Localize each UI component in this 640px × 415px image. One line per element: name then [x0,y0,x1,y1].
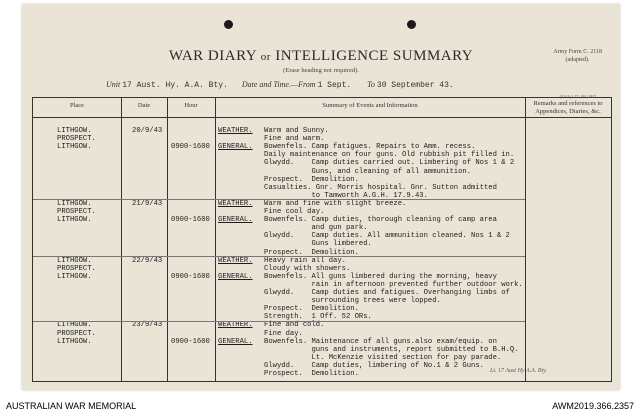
entry-place: LITHGOW. [57,272,92,281]
entry-text: Warm and Sunny. [264,127,329,135]
column-divider [525,98,526,381]
entry-text: Casualties. Gnr. Morris hospital. Gnr. Sutton admitted [264,183,497,192]
entry-text: Prospect. Demolition. [264,305,359,314]
entry-place: PROSPECT. [57,329,96,338]
entry-place: LITHGOW. [57,216,92,225]
col-header-remarks: Remarks and references to Appendices, Diaries, &c. [533,100,603,115]
adapted-note: (adapted). [565,57,590,63]
entry-category: GENERAL. [218,272,253,281]
entry-text: Glwydd. Camp duties, limbering of No.1 & 2 Guns. [264,361,484,370]
col-header-summary: Summary of Events and Information [322,102,418,109]
entry-text: Fine and cold. [264,321,325,330]
entry-place: LITHGOW. [57,143,92,152]
header-divider [33,117,611,118]
title-second: INTELLIGENCE SUMMARY [275,48,474,64]
footer-left: AUSTRALIAN WAR MEMORIAL [6,401,137,411]
entry-place: LITHGOW. [57,127,92,135]
entry-hour: 0900-1600 [171,143,210,152]
entry-text: Heavy rain all day. [264,256,346,265]
entry-date: 20/9/43 [132,127,163,135]
entry-category: WEATHER. [218,256,253,265]
entry-text: Guns limbered. [264,240,372,249]
col-header-hour: Hour [184,102,198,109]
entry-category: GENERAL. [218,143,253,152]
col-header-date: Date [137,102,151,109]
entry-group-divider [33,256,525,257]
column-divider [121,98,122,381]
punch-hole [224,20,233,29]
entry-place: LITHGOW. [57,321,92,330]
date-to-label: To [367,80,375,89]
diary-page [22,4,620,390]
entry-hour: 0900-1600 [171,272,210,281]
unit-label: Unit [106,80,121,89]
unit-line [106,80,454,90]
col-header-place: Place [69,102,85,109]
entry-text: Strength. 1 Off. 52 ORs. [264,313,372,322]
army-form: Army Form C. 2118 [553,49,602,55]
entry-category: GENERAL. [218,337,253,346]
signature: Lt. 17 Aust Hy A.A. Bty. [490,368,547,374]
column-divider [167,98,168,381]
punch-hole [407,20,416,29]
entry-hour: 0900-1600 [171,216,210,225]
entry-place: PROSPECT. [57,135,96,144]
entry-category: GENERAL. [218,216,253,225]
date-label: Date and Time.—From [241,80,316,89]
entry-text: surrounding trees were lopped. [264,297,441,306]
entry-text: Glwydd. Camp duties. All ammunition cleaned. Nos 1 & 2 [264,232,510,241]
entry-text: and gun park. [264,224,368,233]
entry-place: LITHGOW. [57,256,92,265]
title-main: WAR DIARY [168,48,257,64]
entry-category: WEATHER. [218,199,253,208]
entry-group-divider [33,199,525,200]
entry-text: Bowenfels. Maintenance of all guns.also exam/equip. on [264,337,497,346]
page-title [22,48,620,65]
entry-text: Glwydd. Camp duties carried out. Limbering of Nos 1 & 2 [264,159,515,168]
entry-text: Warm and fine with slight breeze. [264,199,407,208]
entry-text: Prospect. Demolition. [264,248,359,257]
entry-text: Bowenfels. All guns limbered during the morning, heavy [264,272,497,281]
diary-table [32,97,612,382]
entry-group-divider [33,321,525,322]
entry-text: rain in afternoon prevented further outdoor work. [264,280,523,289]
entry-text: Fine day. [264,329,303,338]
entry-text: to Tamworth A.G.H. 17.9.43. [264,191,428,200]
entry-date: 21/9/43 [132,199,163,208]
unit-value: 17 Aust. Hy. A.A. Bty. [122,81,228,90]
entry-text: Lt. McKenzie visited section for pay parade. [264,353,502,362]
entry-text: Fine cool day. [264,208,325,216]
form-code: (5141) 1.17. 1M. 1937 [559,94,596,99]
date-from: 1 Sept. [317,81,352,90]
entry-text: Glwydd. Camp duties and fatigues. Overhanging limbs of [264,289,510,297]
entry-text: guns and instruments, report submitted to B.H.Q. [264,345,519,354]
entry-category: WEATHER. [218,127,253,135]
entry-text: Prospect. Demolition. [264,175,359,184]
date-to: 30 September 43. [376,81,454,90]
entry-hour: 0900-1600 [171,337,210,346]
entry-text: Bowenfels. Camp fatigues. Repairs to Amm. recess. [264,143,476,152]
army-form-label [553,48,602,64]
entry-place: PROSPECT. [57,264,96,273]
erase-note: (Erase heading not required). [283,67,359,74]
entry-category: WEATHER. [218,321,253,330]
column-divider [215,98,216,381]
entry-text: Bowenfels. Camp duties, thorough cleaning of camp area [264,216,497,225]
entry-date: 22/9/43 [132,256,163,265]
entry-text: Cloudy with showers. [264,264,351,273]
entry-text: Daily maintenance on four guns. Old rubbish pit filled in. [264,151,515,160]
entry-date: 23/9/43 [132,321,163,330]
entry-text: Guns, and cleaning of all ammunition. [264,167,472,176]
entry-text: Fine and warm. [264,135,325,144]
entry-text: Prospect. Demolition. [264,370,359,378]
footer-right: AWM2019.366.2357 [552,401,634,411]
entry-place: PROSPECT. [57,208,96,216]
entry-place: LITHGOW. [57,199,92,208]
entry-place: LITHGOW. [57,337,92,346]
title-or: or [260,51,271,63]
